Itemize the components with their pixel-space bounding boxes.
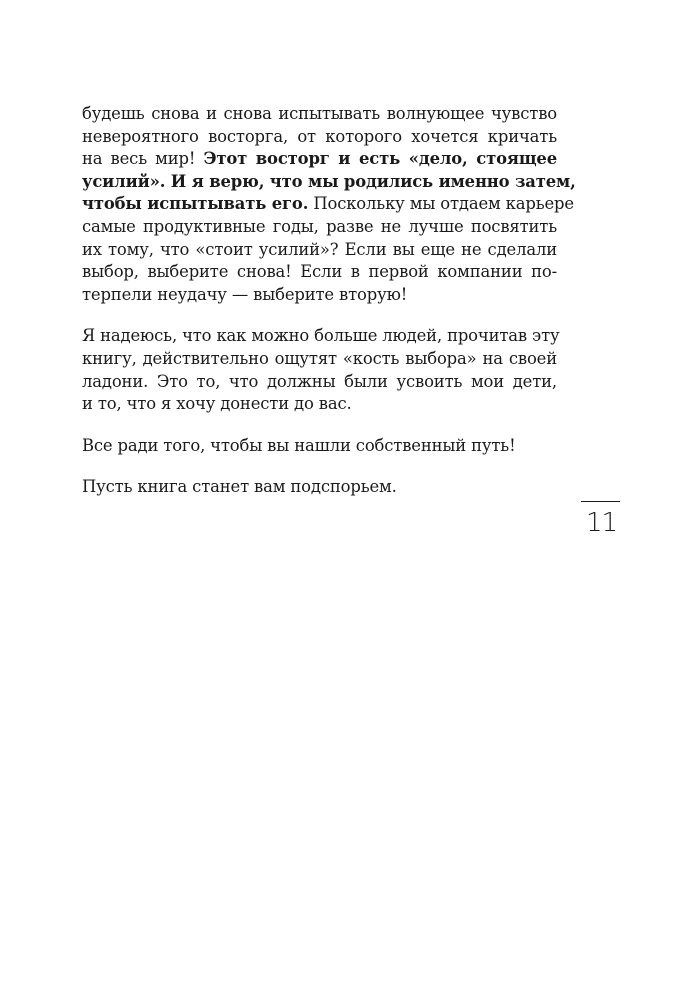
text-run: выбор, выберите снова! Если в первой компании по-: [82, 262, 557, 282]
text-run: их тому, что «стоит усилий»? Если вы еще не сделали: [82, 239, 557, 259]
text-line: [82, 284, 557, 307]
text-run: ладони. Это то, что должны были усвоить мои дети,: [82, 371, 557, 391]
paragraph: [82, 325, 560, 415]
text-line: [82, 476, 557, 499]
bold-text-run: Этот восторг и есть «дело, стоящее: [203, 149, 557, 169]
text-run: и то, что я хочу донести до вас.: [82, 394, 352, 414]
text-run: на весь мир!: [82, 149, 204, 169]
text-line: [82, 239, 557, 262]
text-line: [82, 103, 557, 126]
text-run: терпели неудачу — выберите вторую!: [82, 284, 408, 304]
bold-text-run: чтобы испытывать его.: [82, 194, 309, 214]
text-run: невероятного восторга, от которого хочется кричать: [82, 126, 557, 146]
text-line: [82, 435, 557, 458]
text-line: [82, 216, 557, 239]
text-line: [82, 348, 557, 371]
text-line: [82, 126, 557, 149]
text-line: [82, 393, 557, 416]
paragraph: [82, 103, 576, 306]
text-line: [82, 148, 557, 171]
text-line: [82, 171, 576, 194]
text-line: [82, 261, 557, 284]
bold-text-run: усилий». И я верю, что мы родились именно затем,: [82, 171, 576, 191]
text-line: [82, 371, 557, 394]
body-text: [82, 103, 576, 518]
text-run: будешь снова и снова испытывать волнующее чувство: [82, 104, 557, 123]
text-line: [82, 193, 574, 216]
page-number: 11: [586, 508, 618, 538]
text-run: самые продуктивные годы, разве не лучше посвятить: [82, 216, 557, 236]
paragraph: [82, 476, 557, 499]
page-number-rule: [581, 501, 620, 502]
text-line: [82, 325, 560, 348]
paragraph: [82, 435, 557, 458]
text-run: Я надеюсь, что как можно больше людей, прочитав эту: [82, 326, 560, 346]
text-run: книгу, действительно ощутят «кость выбора» на своей: [82, 348, 557, 368]
text-run: Поскольку мы отдаем карьере: [308, 194, 574, 214]
text-run: Все ради того, чтобы вы нашли собственный путь!: [82, 435, 516, 455]
text-run: Пусть книга станет вам подспорьем.: [82, 477, 397, 497]
